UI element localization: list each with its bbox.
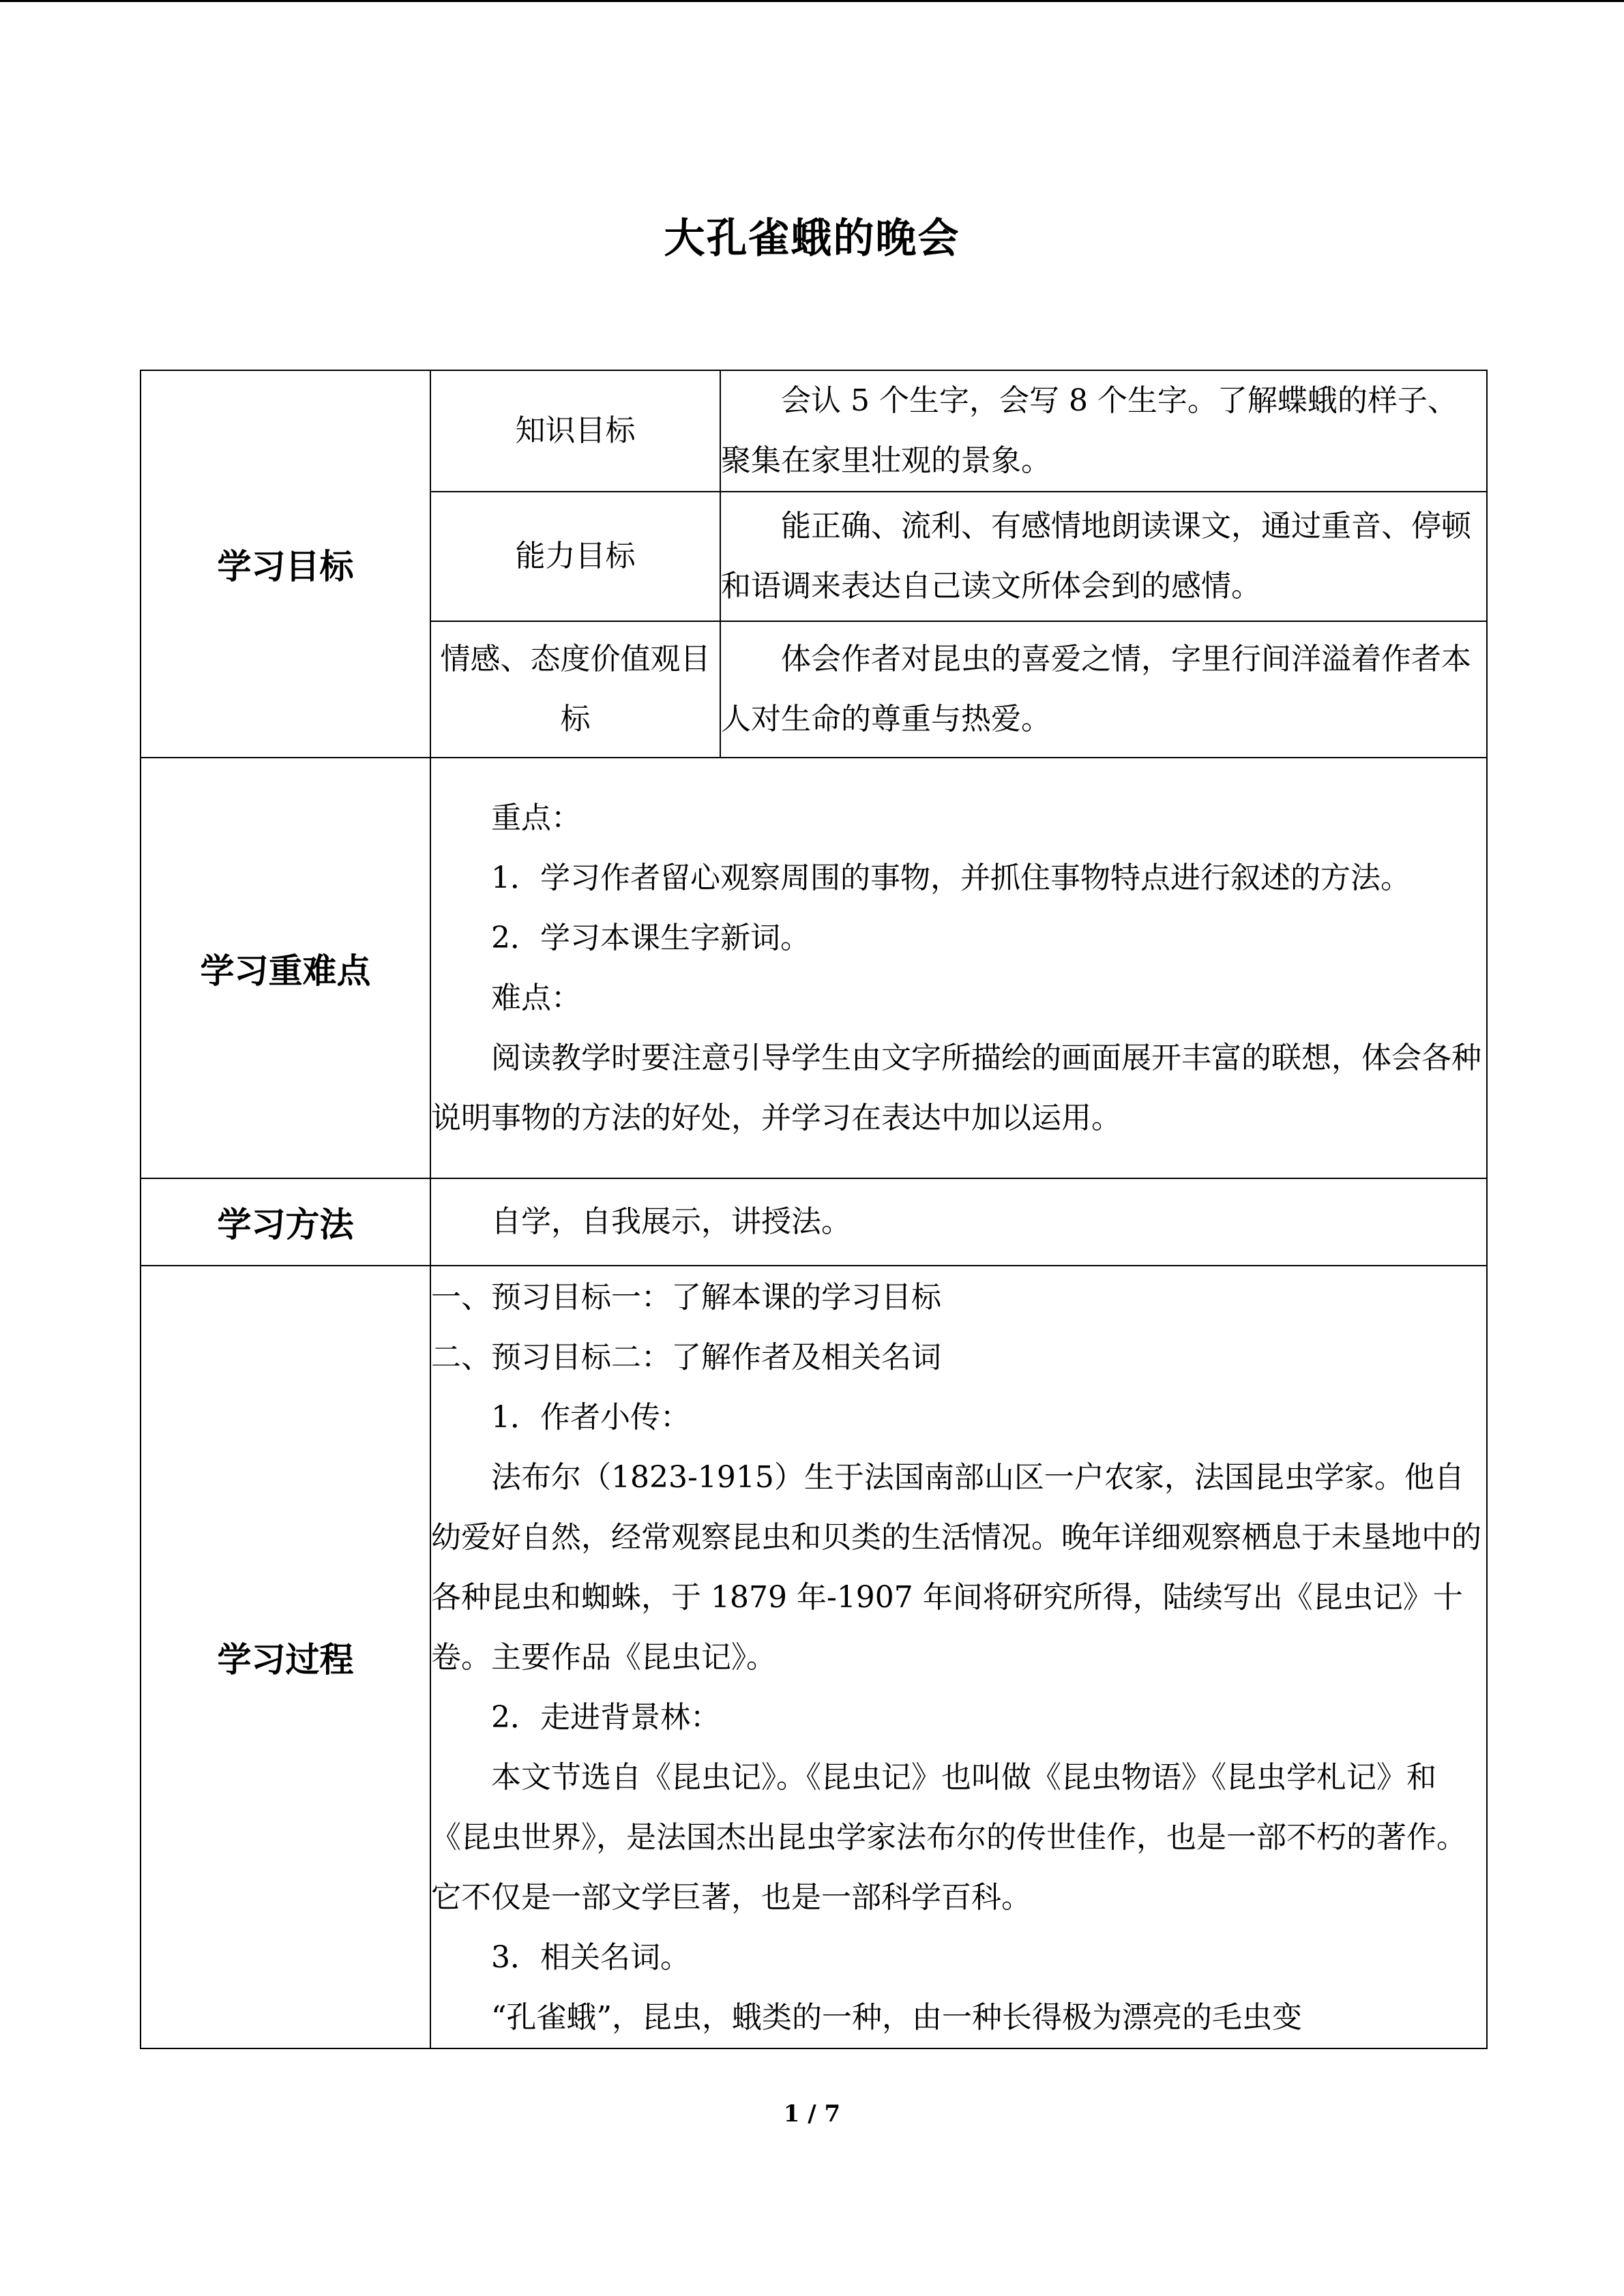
section-label-process: 学习过程 <box>141 1266 430 2048</box>
process-line: 法布尔（1823-1915）生于法国南部山区一户农家，法国昆虫学家。他自幼爱好自然，经常观察昆虫和贝类的生活情况。晚年详细观察栖息于未垦地中的各种昆虫和蜘蛛，于 1879 年-1907 年间将研究所得，陆续写出《昆虫记》十卷。主要作品《昆虫记》。 <box>431 1460 1481 1675</box>
process-content <box>430 1266 1487 2048</box>
goal-content-knowledge: 会认 5 个生字，会写 8 个生字。了解蝶蛾的样子、聚集在家里壮观的景象。 <box>720 370 1487 492</box>
lesson-plan-table <box>140 370 1488 2049</box>
process-line: 一、预习目标一：了解本课的学习目标 <box>431 1280 941 1315</box>
keypoint-line: 1．学习作者留心观察周围的事物，并抓住事物特点进行叙述的方法。 <box>491 860 1411 895</box>
process-line: 本文节选自《昆虫记》。《昆虫记》也叫做《昆虫物语》《昆虫学札记》和《昆虫世界》，是法国杰出昆虫学家法布尔的传世佳作，也是一部不朽的著作。它不仅是一部文学巨著，也是一部科学百科。 <box>431 1760 1466 1915</box>
goal-type-ability: 能力目标 <box>430 492 720 621</box>
process-line: “孔雀蛾”，昆虫，蛾类的一种，由一种长得极为漂亮的毛虫变 <box>491 2000 1302 2035</box>
table-row <box>141 758 1487 1178</box>
process-line: 1．作者小传： <box>491 1400 690 1435</box>
process-line: 二、预习目标二：了解作者及相关名词 <box>431 1340 941 1375</box>
top-border-line <box>0 0 1624 2</box>
goal-type-knowledge: 知识目标 <box>430 370 720 492</box>
section-label-keypoints: 学习重难点 <box>141 758 430 1178</box>
section-label-goals: 学习目标 <box>141 370 430 758</box>
keypoints-content <box>430 758 1487 1178</box>
goal-content-emotion: 体会作者对昆虫的喜爱之情，字里行间洋溢着作者本人对生命的尊重与热爱。 <box>720 621 1487 758</box>
goal-content-ability: 能正确、流利、有感情地朗读课文，通过重音、停顿和语调来表达自己读文所体会到的感情。 <box>720 492 1487 621</box>
keypoint-line: 2．学习本课生字新词。 <box>491 920 810 955</box>
table-row <box>141 1266 1487 2048</box>
goal-type-emotion: 情感、态度价值观目标 <box>430 621 720 758</box>
process-line: 3．相关名词。 <box>491 1940 690 1975</box>
keypoint-line: 难点： <box>491 980 581 1015</box>
process-line: 2．走进背景林： <box>491 1700 720 1735</box>
table-row <box>141 1178 1487 1266</box>
table-row <box>141 370 1487 492</box>
section-label-method: 学习方法 <box>141 1178 430 1266</box>
document-title: 大孔雀蛾的晚会 <box>664 215 960 263</box>
page-number: 1 / 7 <box>783 2100 841 2128</box>
keypoint-line: 重点： <box>491 800 581 835</box>
method-content: 自学，自我展示，讲授法。 <box>430 1178 1487 1266</box>
keypoint-line: 阅读教学时要注意引导学生由文字所描绘的画面展开丰富的联想，体会各种说明事物的方法的好处，并学习在表达中加以运用。 <box>431 1040 1481 1135</box>
